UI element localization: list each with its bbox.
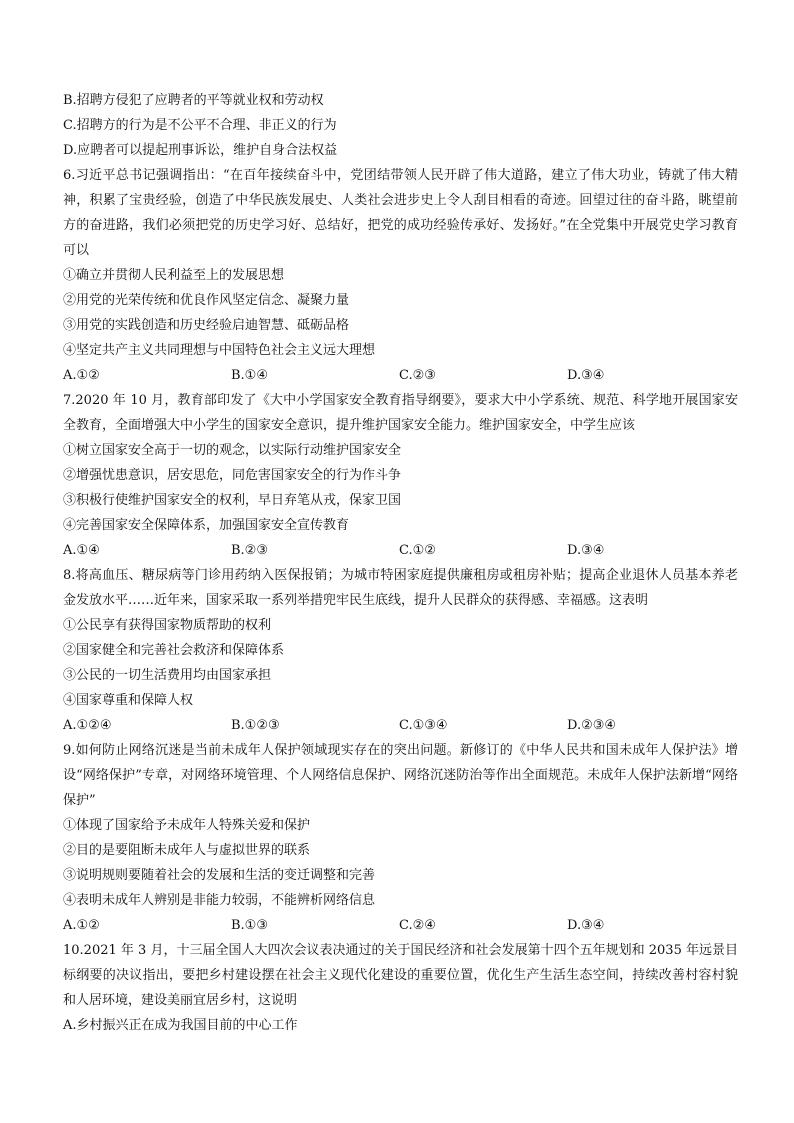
q9-item-1: ①体现了国家给予未成年人特殊关爱和保护 <box>63 818 311 833</box>
q7-choice-d: D.③④ <box>567 543 605 558</box>
q6-stem: 6.习近平总书记强调指出：“在百年接续奋斗中，党团结带领人民开辟了伟大道路，建立了伟大功业，铸就了伟大精神，积累了宝贵经验，创造了中华民族发展史、人类社会进步史上令人刮目相看的奇迹。回望过往的奋斗路，眺望前方的奋进路，我们必须把党的历史学习好、总结好，把党的成功经验传承好、发扬好。”在全党集中开展党史学习教育可以 <box>63 168 738 258</box>
q5-option-d: D.应聘者可以提起刑事诉讼，维护自身合法权益 <box>63 143 338 158</box>
q8-choice-d: D.②③④ <box>567 718 617 733</box>
q7-item-4: ④完善国家安全保障体系，加强国家安全宣传教育 <box>63 518 350 533</box>
question-7 <box>63 388 738 563</box>
q7-choices <box>63 538 738 563</box>
q6-item-1: ①确立并贯彻人民利益至上的发展思想 <box>63 268 285 283</box>
question-6 <box>63 163 738 388</box>
q9-stem: 9.如何防止网络沉迷是当前未成年人保护领域现实存在的突出问题。新修订的《中华人民共和国未成年人保护法》增设“网络保护”专章，对网络环境管理、个人网络信息保护、网络沉迷防治等作出全面规范。未成年人保护法新增“网络保护” <box>63 743 738 808</box>
q8-item-4: ④国家尊重和保障人权 <box>63 693 194 708</box>
q7-item-3: ③积极行使维护国家安全的权利，早日弃笔从戎，保家卫国 <box>63 493 402 508</box>
q7-item-2: ②增强忧患意识，居安思危，同危害国家安全的行为作斗争 <box>63 468 402 483</box>
q5-options <box>63 88 738 163</box>
q9-choice-c: C.②④ <box>399 918 436 933</box>
q8-stem: 8.将高血压、糖尿病等门诊用药纳入医保报销；为城市特困家庭提供廉租房或租房补贴；提高企业退休人员基本养老金发放水平……近年来，国家采取一系列举措兜牢民生底线，提升人民群众的获得感、幸福感。这表明 <box>63 568 738 608</box>
q7-choice-b: B.②③ <box>231 543 268 558</box>
q10-option-a: A.乡村振兴正在成为我国目前的中心工作 <box>63 1018 298 1033</box>
q7-item-1: ①树立国家安全高于一切的观念，以实际行动维护国家安全 <box>63 443 402 458</box>
q8-choices <box>63 713 738 738</box>
q7-choice-a: A.①④ <box>63 543 100 558</box>
q6-choice-a: A.①② <box>63 368 100 383</box>
q7-choice-c: C.①② <box>399 543 436 558</box>
q7-stem: 7.2020 年 10 月，教育部印发了《大中小学国家安全教育指导纲要》，要求大中小学系统、规范、科学地开展国家安全教育，全面增强大中小学生的国家安全意识，提升维护国家安全能力。维护国家安全，中学生应该 <box>63 393 738 433</box>
q5-option-b: B.招聘方侵犯了应聘者的平等就业权和劳动权 <box>63 93 324 108</box>
q8-choice-a: A.①②④ <box>63 718 112 733</box>
q9-choice-d: D.③④ <box>567 918 605 933</box>
q8-item-2: ②国家健全和完善社会救济和保障体系 <box>63 643 285 658</box>
q5-option-c: C.招聘方的行为是不公平不合理、非正义的行为 <box>63 118 337 133</box>
q6-item-2: ②用党的光荣传统和优良作风坚定信念、凝聚力量 <box>63 293 350 308</box>
q8-choice-c: C.①③④ <box>399 718 448 733</box>
q9-choice-a: A.①② <box>63 918 100 933</box>
q9-choice-b: B.①③ <box>231 918 268 933</box>
q8-item-1: ①公民享有获得国家物质帮助的权利 <box>63 618 272 633</box>
question-8 <box>63 563 738 738</box>
q6-item-3: ③用党的实践创造和历史经验启迪智慧、砥砺品格 <box>63 318 350 333</box>
q6-item-4: ④坚定共产主义共同理想与中国特色社会主义远大理想 <box>63 343 376 358</box>
q10-stem: 10.2021 年 3 月，十三届全国人大四次会议表决通过的关于国民经济和社会发展第十四个五年规划和 2035 年远景目标纲要的决议指出，要把乡村建设摆在社会主义现代化建设的重要位置，优化生产生活生态空间，持续改善村容村貌和人居环境，建设美丽宜居乡村，这说明 <box>63 943 738 1008</box>
q9-item-3: ③说明规则要随着社会的发展和生活的变迁调整和完善 <box>63 868 376 883</box>
question-9 <box>63 738 738 938</box>
q9-item-2: ②目的是要阻断未成年人与虚拟世界的联系 <box>63 843 311 858</box>
q6-choice-b: B.①④ <box>231 368 268 383</box>
q8-choice-b: B.①②③ <box>231 718 280 733</box>
q9-item-4: ④表明未成年人辨别是非能力较弱，不能辨析网络信息 <box>63 893 376 908</box>
page-content <box>63 88 738 1038</box>
q8-item-3: ③公民的一切生活费用均由国家承担 <box>63 668 272 683</box>
q6-choice-d: D.③④ <box>567 368 605 383</box>
question-10 <box>63 938 738 1038</box>
q6-choice-c: C.②③ <box>399 368 436 383</box>
q9-choices <box>63 913 738 938</box>
q6-choices <box>63 363 738 388</box>
